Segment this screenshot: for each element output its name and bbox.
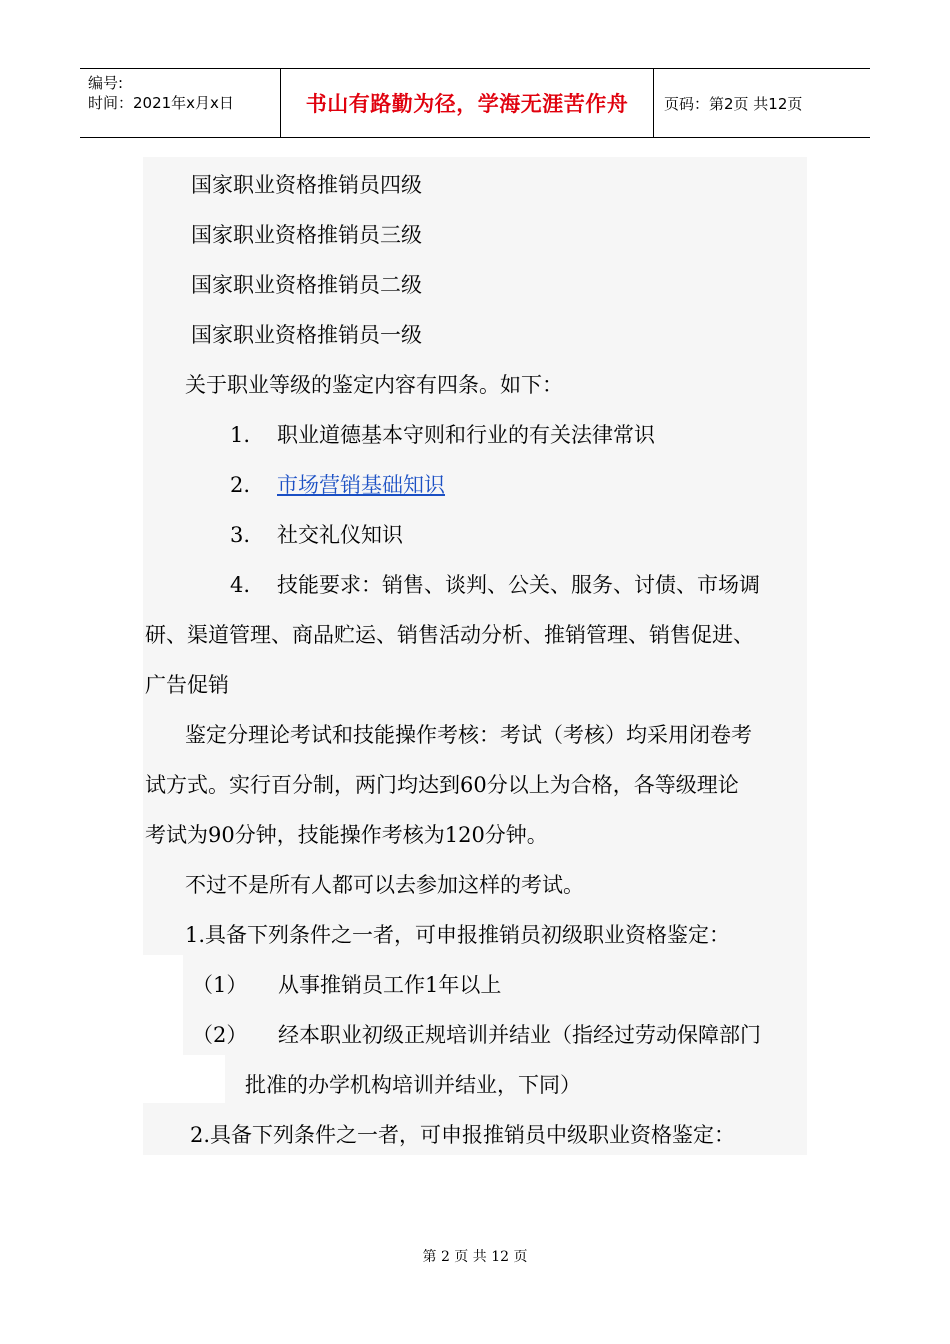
level-1: 国家职业资格推销员一级 (191, 323, 422, 347)
level-4: 国家职业资格推销员四级 (191, 173, 422, 197)
level-3: 国家职业资格推销员三级 (191, 223, 422, 247)
not-all-line: 不过不是所有人都可以去参加这样的考试。 (185, 873, 584, 897)
header-motto: 书山有路勤为径，学海无涯苦作舟 (281, 69, 654, 137)
item-4-cont-2: 广告促销 (145, 673, 229, 697)
cond1-item-1 (192, 971, 501, 999)
cond1-item-2-text: 经本职业初级正规培训并结业（指经过劳动保障部门 (278, 1023, 761, 1047)
code-label: 编号: (88, 74, 124, 92)
marketing-basics-link[interactable]: 市场营销基础知识 (277, 473, 445, 497)
body-shade (143, 157, 807, 1155)
item-2 (230, 471, 445, 499)
item-4 (230, 571, 760, 599)
exam-line-1: 鉴定分理论考试和技能操作考核：考试（考核）均采用闭卷考 (185, 723, 752, 747)
cond1-title: 1.具备下列条件之一者，可申报推销员初级职业资格鉴定： (185, 923, 731, 947)
item-4-text: 技能要求：销售、谈判、公关、服务、讨债、市场调 (277, 573, 760, 597)
time-label: 时间：2021年x月x日 (88, 94, 234, 112)
cond1-item-2 (192, 1021, 761, 1049)
cond1-item-1-text: 从事推销员工作1年以上 (278, 973, 502, 997)
item-3-text: 社交礼仪知识 (277, 523, 403, 547)
cond1-item-1-num: （1） (192, 973, 248, 997)
item-3-num: 3. (230, 523, 251, 547)
item-4-cont-1: 研、渠道管理、商品贮运、销售活动分析、推销管理、销售促进、 (145, 623, 754, 647)
page-footer: 第 2 页 共 12 页 (422, 1249, 528, 1265)
level-2: 国家职业资格推销员二级 (191, 273, 422, 297)
page-header (80, 68, 870, 138)
item-1 (230, 421, 655, 449)
exam-line-2: 试方式。实行百分制，两门均达到60分以上为合格，各等级理论 (145, 773, 739, 797)
header-meta (80, 69, 281, 137)
cond1-item-2-cont: 批准的办学机构培训并结业，下同） (245, 1073, 581, 1097)
item-3 (230, 521, 403, 549)
item-1-text: 职业道德基本守则和行业的有关法律常识 (277, 423, 655, 447)
shade-indent-2 (143, 1055, 225, 1103)
intro-line: 关于职业等级的鉴定内容有四条。如下： (185, 373, 563, 397)
item-2-num: 2. (230, 473, 251, 497)
item-4-num: 4. (230, 573, 251, 597)
header-page-info: 页码：第2页 共12页 (664, 94, 803, 113)
cond1-item-2-num: （2） (192, 1023, 248, 1047)
cond2-title: 2.具备下列条件之一者，可申报推销员中级职业资格鉴定： (190, 1123, 736, 1147)
exam-line-3: 考试为90分钟，技能操作考核为120分钟。 (145, 823, 548, 847)
item-1-num: 1. (230, 423, 251, 447)
